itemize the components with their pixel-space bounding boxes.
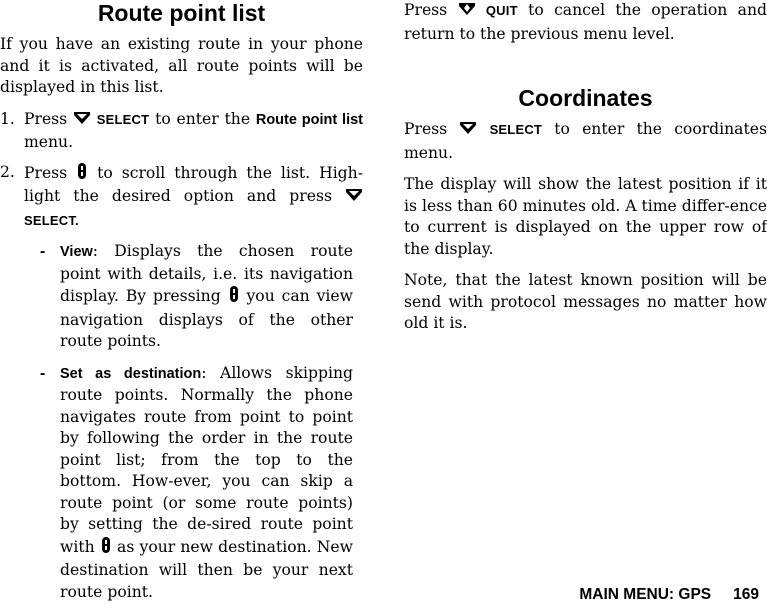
steps-list <box>0 109 363 232</box>
select-key-label: SELECT. <box>24 212 79 228</box>
scroll-key-icon <box>100 536 112 561</box>
right-column <box>404 0 767 335</box>
section-title-coordinates: Coordinates <box>518 85 653 111</box>
option-text: : Displays the chosen route point with details, i.e. its navigation display. By pressing <box>60 242 353 305</box>
option-view <box>0 241 363 353</box>
step-2 <box>0 162 363 232</box>
step-number: 2. <box>0 162 15 181</box>
quit-key-label: QUIT <box>485 3 518 18</box>
coordinates-paragraph-2: Note, that the latest known position will be send with protocol messages no matter how old it is. <box>404 271 767 332</box>
select-text: to enter the coordinates menu. <box>404 120 767 162</box>
select-key-icon <box>73 110 91 133</box>
quit-text: Press <box>404 1 448 19</box>
option-text: : Allows skipping route points. Normally the phone navigates route from point to point by following the order in the route point list; from the top to the bottom. How-ever, you can skip a route point (or some route points) by setting the de-sired route point with <box>60 363 353 556</box>
option-text: you can view navigation displays of the other route points. <box>60 287 353 350</box>
footer-section-name: MAIN MENU: GPS <box>579 585 712 603</box>
step-number: 1. <box>0 109 15 128</box>
select-key-label: SELECT <box>96 111 150 127</box>
page-number: 169 <box>733 585 759 603</box>
left-column <box>0 0 363 603</box>
coordinates-paragraph-1: The display will show the latest position if it is less than 60 minutes old. A time differ-ence to current is displayed on the upper row of the display. <box>404 175 767 258</box>
option-set-as-destination <box>0 363 363 604</box>
step-text: to scroll through the list. High-light the desired option and press <box>24 163 363 205</box>
option-dash: - <box>40 364 46 382</box>
select-key-label: SELECT <box>489 122 543 137</box>
option-name-view: View <box>60 244 93 260</box>
scroll-key-icon <box>76 162 88 187</box>
quit-key-icon <box>458 1 476 24</box>
menu-name-route-point-list: Route point list <box>255 111 364 128</box>
option-text: as your new destination. New destination will then be your next route point. <box>60 537 354 601</box>
select-key-icon <box>459 120 477 143</box>
option-name-set-as-destination: Set as destination <box>60 365 202 382</box>
section-title-route-point-list: Route point list <box>97 0 266 26</box>
step-text: Press <box>24 163 68 182</box>
step-text: to enter the <box>155 109 251 128</box>
step-1 <box>0 109 363 154</box>
scroll-key-icon <box>228 285 240 310</box>
quit-text: to cancel the operation and return to the previous menu level. <box>404 1 767 43</box>
step-text: Press <box>24 109 68 128</box>
option-dash: - <box>40 243 46 260</box>
step-text: menu. <box>24 133 74 151</box>
select-text: Press <box>404 120 448 138</box>
select-paragraph <box>404 119 767 164</box>
intro-paragraph: If you have an existing route in your phone and it is activated, all route points will be displayed in this list. <box>0 35 363 96</box>
quit-paragraph <box>404 0 767 45</box>
page-footer <box>579 584 759 605</box>
select-key-icon <box>345 187 363 210</box>
